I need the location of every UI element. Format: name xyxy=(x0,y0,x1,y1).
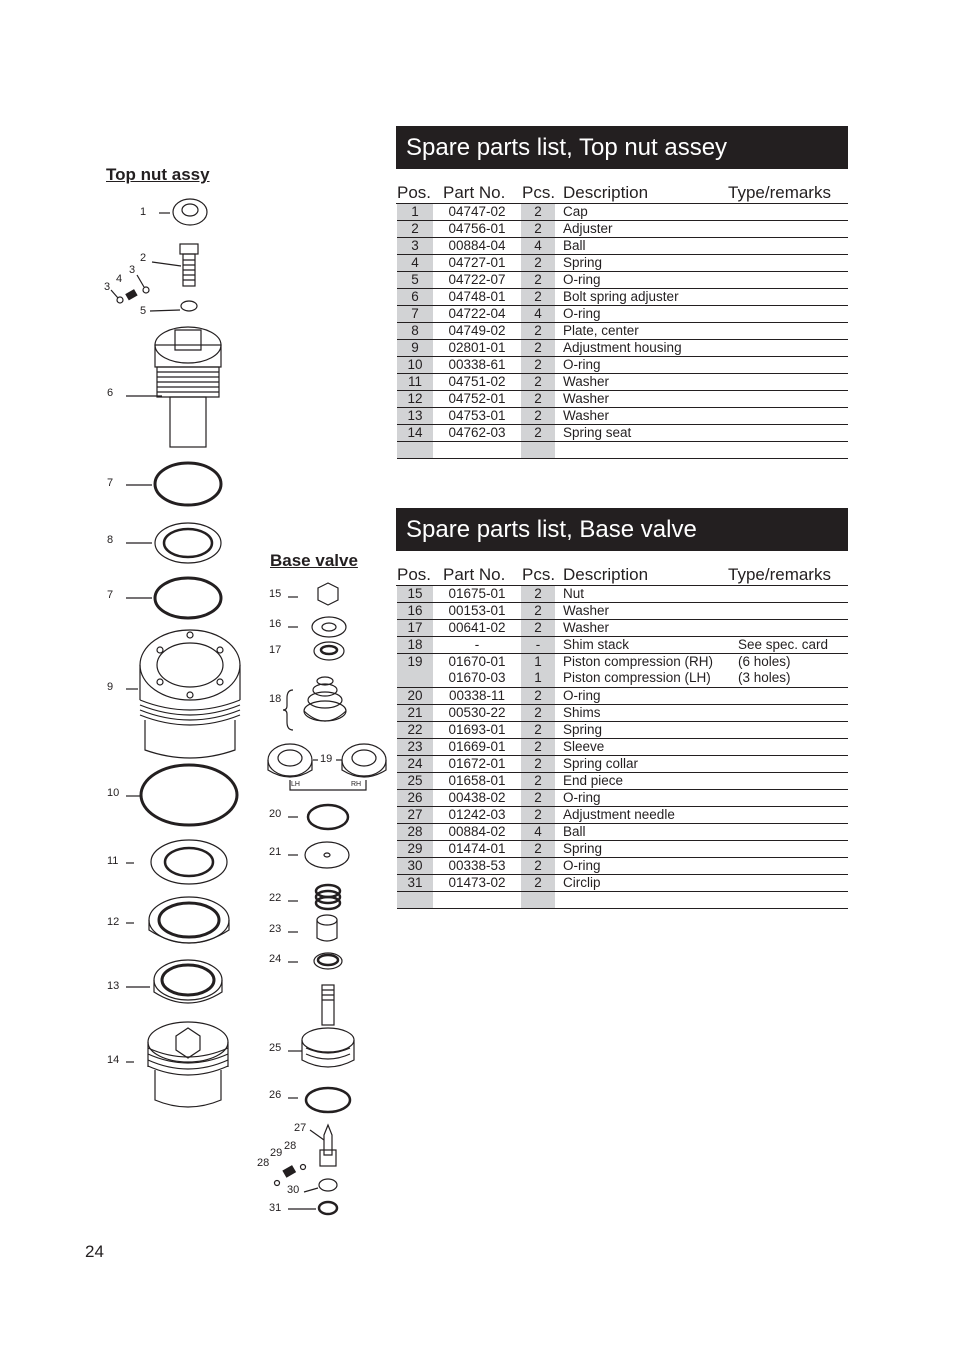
cell-pos: 18 xyxy=(397,637,433,653)
callout: 19 xyxy=(320,753,333,765)
callout: 22 xyxy=(269,892,282,904)
cell-pcs: 2 xyxy=(521,756,555,772)
part-27-needle xyxy=(310,1125,336,1166)
cell-desc: End piece xyxy=(563,773,624,788)
cell-pos: 30 xyxy=(397,858,433,874)
base-valve-section-title: Spare parts list, Base valve xyxy=(396,508,848,551)
cell-pos: 27 xyxy=(397,807,433,823)
cell-pcs: 2 xyxy=(521,603,555,619)
cell-part: 00338-61 xyxy=(448,357,506,372)
callout: 18 xyxy=(269,693,282,705)
cell-pos: 1 xyxy=(397,204,433,220)
col-description: Description xyxy=(563,565,649,584)
part-26-o-ring xyxy=(288,1088,350,1112)
cell-pcs: 2 xyxy=(521,408,555,424)
callout: 23 xyxy=(269,923,282,935)
part-25-end-piece xyxy=(288,985,354,1067)
callout: 26 xyxy=(269,1089,282,1101)
callout: 20 xyxy=(269,808,282,820)
callout: 7 xyxy=(107,589,114,601)
cell-pcs: 2 xyxy=(521,586,555,602)
cell-pcs: 4 xyxy=(521,238,555,254)
cell-pos: 13 xyxy=(397,408,433,424)
cell-rem: (6 holes) (3 holes) xyxy=(738,654,791,685)
part-24-spring-collar xyxy=(288,953,342,969)
part-6-bolt xyxy=(126,327,221,447)
cell-part: 04762-03 xyxy=(448,425,506,440)
cell-desc: Spring xyxy=(563,255,603,270)
cell-pos: 15 xyxy=(397,586,433,602)
cell-desc: Cap xyxy=(563,204,588,219)
callout: 28 xyxy=(284,1140,297,1152)
cell-pos: 7 xyxy=(397,306,433,322)
callout: 16 xyxy=(269,618,282,630)
cell-pos: 21 xyxy=(397,705,433,721)
cell-desc: Ball xyxy=(563,238,586,253)
callout: 24 xyxy=(269,953,282,965)
part-5-o-ring xyxy=(150,301,197,311)
cell-desc: Nut xyxy=(563,586,585,601)
cell-desc: Washer xyxy=(563,391,610,406)
cell-part: 01670-01 01670-03 xyxy=(448,654,506,685)
part-28-29-ball-spring xyxy=(275,1165,306,1186)
cell-part: 02801-01 xyxy=(448,340,506,355)
cell-part: 00641-02 xyxy=(448,620,506,635)
cell-part: 00530-22 xyxy=(448,705,506,720)
cell-pos: 29 xyxy=(397,841,433,857)
cell-part: 01672-01 xyxy=(448,756,506,771)
cell-pos: 12 xyxy=(397,391,433,407)
part-7-o-ring-2 xyxy=(126,578,221,618)
cell-desc: Spring xyxy=(563,722,603,737)
col-pos: Pos. xyxy=(397,183,432,202)
callout: 13 xyxy=(107,980,120,992)
cell-pcs: 2 xyxy=(521,807,555,823)
cell-desc: Washer xyxy=(563,603,610,618)
part-14-spring-seat xyxy=(126,1022,228,1107)
part-22-spring xyxy=(288,885,340,909)
cell-desc: Spring seat xyxy=(563,425,632,440)
cell-pos: 5 xyxy=(397,272,433,288)
callout: 15 xyxy=(269,588,282,600)
cell-pos: 17 xyxy=(397,620,433,636)
cell-pos: 6 xyxy=(397,289,433,305)
cell-pos: 19 xyxy=(397,654,433,687)
cell-part: 01474-01 xyxy=(448,841,506,856)
cell-pcs: 2 xyxy=(521,722,555,738)
col-pos: Pos. xyxy=(397,565,432,584)
cell-part: 00438-02 xyxy=(448,790,506,805)
cell-pos: 11 xyxy=(397,374,433,390)
col-type-remarks: Type/remarks xyxy=(728,565,831,584)
cell-desc: Washer xyxy=(563,620,610,635)
cell-pcs: 2 xyxy=(521,221,555,237)
col-description: Description xyxy=(563,183,649,202)
cell-pcs: 4 xyxy=(521,306,555,322)
part-21-shims xyxy=(288,842,349,868)
cell-desc: O-ring xyxy=(563,357,601,372)
callout: 3 xyxy=(104,281,111,293)
callout: 21 xyxy=(269,846,282,858)
part-23-sleeve xyxy=(288,915,337,941)
cell-pcs: 2 xyxy=(521,739,555,755)
cell-part: 01658-01 xyxy=(448,773,506,788)
part-15-nut xyxy=(288,583,338,605)
part-17-washer xyxy=(314,642,344,660)
cell-desc: Adjuster xyxy=(563,221,613,236)
cell-pcs: 2 xyxy=(521,357,555,373)
col-pcs: Pcs. xyxy=(522,565,556,584)
callout: 11 xyxy=(107,855,119,867)
cell-pcs: 2 xyxy=(521,841,555,857)
cell-part: 04722-04 xyxy=(448,306,506,321)
part-9-housing xyxy=(126,630,240,758)
cell-pcs: 2 xyxy=(521,323,555,339)
cell-pcs: 2 xyxy=(521,374,555,390)
callout: 29 xyxy=(270,1147,283,1159)
cell-pcs: 2 xyxy=(521,705,555,721)
cell-desc: Circlip xyxy=(563,875,601,890)
cell-part: 00338-11 xyxy=(448,688,506,703)
callout: 8 xyxy=(107,534,114,546)
cell-pcs: 2 xyxy=(521,289,555,305)
cell-part: 04747-02 xyxy=(448,204,506,219)
cell-pcs: 2 xyxy=(521,858,555,874)
cell-pcs: 2 xyxy=(521,204,555,220)
part-18-shim-stack xyxy=(283,677,346,730)
cell-pos: 22 xyxy=(397,722,433,738)
col-type-remarks: Type/remarks xyxy=(728,183,831,202)
cell-pcs: 2 xyxy=(521,620,555,636)
part-30-o-ring xyxy=(304,1179,337,1192)
callout: 2 xyxy=(140,252,147,264)
cell-desc: Washer xyxy=(563,408,610,423)
cell-pos: 4 xyxy=(397,255,433,271)
part-7-o-ring xyxy=(126,463,221,505)
callout-rh: RH xyxy=(351,781,362,788)
part-13-washer xyxy=(126,960,222,1003)
cell-part: 04749-02 xyxy=(448,323,506,338)
part-19-pistons xyxy=(268,744,386,790)
cell-part: 01693-01 xyxy=(448,722,506,737)
cell-desc: Ball xyxy=(563,824,586,839)
cell-part: 00884-02 xyxy=(448,824,506,839)
page-number: 24 xyxy=(85,1242,104,1261)
cell-pcs: 2 xyxy=(521,875,555,891)
cell-part: 00884-04 xyxy=(448,238,506,253)
callout: 5 xyxy=(140,305,147,317)
cell-desc: O-ring xyxy=(563,790,601,805)
part-8-plate xyxy=(126,523,221,563)
part-1-cap xyxy=(159,199,207,225)
cell-part: 04722-07 xyxy=(448,272,506,287)
cell-pos: 23 xyxy=(397,739,433,755)
cell-pos: 16 xyxy=(397,603,433,619)
cell-part: 04727-01 xyxy=(448,255,506,270)
callout: 14 xyxy=(107,1054,120,1066)
callout: 30 xyxy=(287,1184,300,1196)
cell-pcs: 2 xyxy=(521,255,555,271)
part-20-o-ring xyxy=(288,805,348,829)
cell-part: 00153-01 xyxy=(448,603,506,618)
top-nut-diagram-title: Top nut assy xyxy=(106,165,210,184)
callout: 7 xyxy=(107,477,114,489)
col-part-no: Part No. xyxy=(443,183,506,202)
cell-part: 04748-01 xyxy=(448,289,506,304)
callout: 25 xyxy=(269,1042,282,1054)
cell-pos: 3 xyxy=(397,238,433,254)
cell-pcs: 2 xyxy=(521,425,555,441)
callout: 3 xyxy=(129,264,136,276)
cell-pcs: 4 xyxy=(521,824,555,840)
part-31-circlip xyxy=(288,1202,337,1214)
cell-pos: 24 xyxy=(397,756,433,772)
cell-pcs: 2 xyxy=(521,340,555,356)
cell-desc: Spring collar xyxy=(563,756,639,771)
base-valve-diagram-title: Base valve xyxy=(270,551,358,570)
part-11-washer xyxy=(126,840,227,884)
cell-desc: O-ring xyxy=(563,306,601,321)
cell-part: 01669-01 xyxy=(448,739,506,754)
cell-part: - xyxy=(474,637,480,652)
cell-pos: 26 xyxy=(397,790,433,806)
cell-desc: O-ring xyxy=(563,858,601,873)
cell-pos: 31 xyxy=(397,875,433,891)
cell-pcs: 1 1 xyxy=(521,654,555,687)
part-12-washer xyxy=(126,897,229,943)
part-16-washer xyxy=(288,617,346,637)
cell-pos: 8 xyxy=(397,323,433,339)
cell-part: 01675-01 xyxy=(448,586,506,601)
cell-part: 01242-03 xyxy=(448,807,506,822)
top-nut-section-title: Spare parts list, Top nut assey xyxy=(396,126,848,169)
cell-pos: 2 xyxy=(397,221,433,237)
cell-pos: 25 xyxy=(397,773,433,789)
cell-rem: See spec. card xyxy=(738,637,829,652)
cell-pos: 20 xyxy=(397,688,433,704)
cell-desc: Shims xyxy=(563,705,601,720)
cell-desc: O-ring xyxy=(563,688,601,703)
cell-desc: Washer xyxy=(563,374,610,389)
cell-pcs: 2 xyxy=(521,688,555,704)
cell-part: 04756-01 xyxy=(448,221,506,236)
col-part-no: Part No. xyxy=(443,565,506,584)
cell-pcs: - xyxy=(521,637,555,653)
callout: 6 xyxy=(107,387,114,399)
callout: 12 xyxy=(107,916,120,928)
cell-desc: Spring xyxy=(563,841,603,856)
callout-lh: LH xyxy=(291,781,300,788)
cell-pcs: 2 xyxy=(521,272,555,288)
cell-desc: O-ring xyxy=(563,272,601,287)
cell-desc: Adjustment needle xyxy=(563,807,675,822)
cell-part: 04751-02 xyxy=(448,374,506,389)
cell-part: 04753-01 xyxy=(448,408,506,423)
part-10-o-ring xyxy=(126,765,237,825)
cell-part: 01473-02 xyxy=(448,875,506,890)
cell-part: 00338-53 xyxy=(448,858,506,873)
col-pcs: Pcs. xyxy=(522,183,556,202)
cell-pcs: 2 xyxy=(521,773,555,789)
cell-pos: 10 xyxy=(397,357,433,373)
cell-desc: Piston compression (RH) Piston compression (LH) xyxy=(563,654,714,685)
cell-desc: Plate, center xyxy=(563,323,639,338)
cell-pos: 14 xyxy=(397,425,433,441)
cell-desc: Shim stack xyxy=(563,637,630,652)
callout: 31 xyxy=(269,1202,282,1214)
cell-part: 04752-01 xyxy=(448,391,506,406)
callout: 10 xyxy=(107,787,120,799)
cell-pcs: 2 xyxy=(521,790,555,806)
callout: 1 xyxy=(140,206,147,218)
cell-desc: Sleeve xyxy=(563,739,605,754)
part-2-adjuster xyxy=(152,244,198,286)
cell-pcs: 2 xyxy=(521,391,555,407)
callout: 4 xyxy=(116,273,123,285)
callout: 17 xyxy=(269,644,282,656)
cell-pos: 9 xyxy=(397,340,433,356)
callout: 9 xyxy=(107,681,114,693)
callout: 27 xyxy=(294,1122,307,1134)
cell-desc: Adjustment housing xyxy=(563,340,682,355)
callout: 28 xyxy=(257,1157,270,1169)
cell-desc: Bolt spring adjuster xyxy=(563,289,679,304)
cell-pos: 28 xyxy=(397,824,433,840)
